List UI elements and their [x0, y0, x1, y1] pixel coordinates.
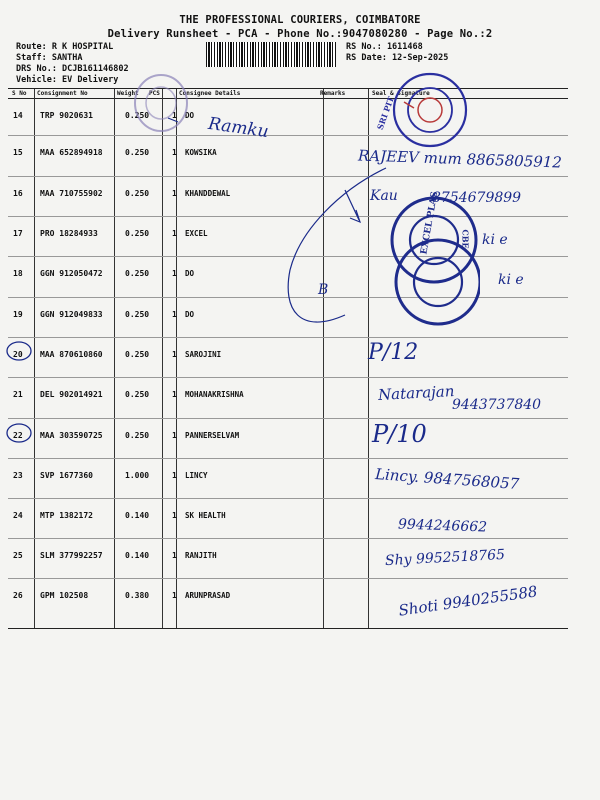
col-header-consignee: Consignee Details — [179, 90, 241, 97]
row-consignee: RANJITH — [185, 551, 217, 560]
row-sno: 14 — [13, 111, 23, 120]
row-pcs: 1 — [172, 269, 177, 278]
row-weight: 0.250 — [125, 310, 150, 319]
row-sno: 23 — [13, 471, 23, 480]
signature-rajeev: RAJEEV mum 8865805912 — [357, 146, 563, 172]
row-pcs: 1 — [172, 431, 177, 440]
col-header-sno: S No — [12, 90, 27, 97]
row-sno: 19 — [13, 310, 23, 319]
row-sno: 22 — [13, 431, 23, 440]
row-sno: 16 — [13, 189, 23, 198]
row-consignee: KOWSIKA — [185, 148, 217, 157]
col-header-consignment: Consignment No — [37, 90, 88, 97]
row-consignee: ARUNPRASAD — [185, 591, 231, 600]
row-weight: 0.250 — [125, 390, 150, 399]
row-consignee: SK HEALTH — [185, 511, 226, 520]
row-consignment: SVP 1677360 — [40, 471, 93, 480]
row-sno: 15 — [13, 148, 23, 157]
initials-r17: ki e — [482, 232, 508, 248]
row-pcs: 1 — [172, 111, 177, 120]
row-sno: 25 — [13, 551, 23, 560]
row-sno: 18 — [13, 269, 23, 278]
row-weight: 0.380 — [125, 591, 150, 600]
row-consignee: DO — [185, 269, 195, 278]
row-sno: 17 — [13, 229, 23, 238]
col-header-remarks: Remarks — [320, 90, 346, 97]
signature-p12: P/12 — [368, 340, 419, 365]
row-pcs: 1 — [172, 189, 177, 198]
row-consignee: DO — [185, 111, 195, 120]
row-consignment: MAA 303590725 — [40, 431, 103, 440]
signature-kau: Kau — [370, 188, 398, 204]
staff-label: Staff: SANTHA — [16, 53, 83, 63]
rs-number: RS No.: 1611468 — [346, 42, 423, 52]
row-consignment: SLM 377992257 — [40, 551, 103, 560]
row-consignee: SAROJINI — [185, 350, 222, 359]
row-consignee: LINCY — [185, 471, 208, 480]
row-consignment: GGN 912049833 — [40, 310, 103, 319]
signature-shoti: Shoti 9940255588 — [397, 582, 539, 620]
row-consignment: MTP 1382172 — [40, 511, 93, 520]
row-consignee: PANNERSELVAM — [185, 431, 240, 440]
row-pcs: 1 — [172, 148, 177, 157]
row-weight: 0.250 — [125, 431, 150, 440]
row-weight: 0.250 — [125, 148, 150, 157]
row-pcs: 1 — [172, 471, 177, 480]
row-sno: 26 — [13, 591, 23, 600]
excel-seal-text: EXCEL PLAS — [419, 190, 441, 256]
row-consignment: MAA 710755902 — [40, 189, 103, 198]
phone-r16: 8754679899 — [432, 190, 522, 206]
vehicle-label: Vehicle: EV Delivery — [16, 75, 119, 85]
row-pcs: 1 — [172, 511, 177, 520]
row-consignee: EXCEL — [185, 229, 208, 238]
row-weight: 1.000 — [125, 471, 150, 480]
runsheet-subtitle: Delivery Runsheet - PCA - Phone No.:9047080280 - Page No.:2 — [107, 28, 493, 40]
excel-seal-city: CBE — [460, 229, 471, 249]
col-header-seal: Seal & Signature — [372, 90, 430, 97]
mark-b: B — [318, 282, 329, 298]
initials-r18: ki e — [498, 272, 524, 288]
signature-ramku: Ramku — [206, 113, 270, 143]
drs-label: DRS No.: DCJB161146802 — [16, 64, 129, 74]
company-title: THE PROFESSIONAL COURIERS, COIMBATORE — [179, 14, 421, 26]
signature-lincy: Lincy. 9847568057 — [374, 464, 520, 494]
signature-p10: P/10 — [372, 420, 427, 448]
row-consignment: MAA 652894918 — [40, 148, 103, 157]
row-consignment: PRO 18284933 — [40, 229, 98, 238]
row-pcs: 1 — [172, 229, 177, 238]
col-header-pcs: PCS — [149, 90, 160, 97]
phone-r21: 9443737840 — [452, 397, 542, 413]
rs-date: RS Date: 12-Sep-2025 — [346, 53, 449, 63]
row-weight: 0.250 — [125, 269, 150, 278]
row-sno: 20 — [13, 350, 23, 359]
row-consignee: KHANDDEWAL — [185, 189, 231, 198]
signature-shy: Shy 9952518765 — [384, 546, 506, 570]
signature-natarajan: Natarajan — [377, 382, 455, 404]
row-weight: 0.140 — [125, 551, 150, 560]
row-consignment: GPM 102508 — [40, 591, 89, 600]
row-pcs: 1 — [172, 591, 177, 600]
row-pcs: 1 — [172, 551, 177, 560]
col-header-weight: Weight — [117, 90, 139, 97]
row-consignee: DO — [185, 310, 195, 319]
row-pcs: 1 — [172, 310, 177, 319]
row-consignee: MOHANAKRISHNA — [185, 390, 244, 399]
phone-r24: 9944246662 — [397, 516, 488, 536]
route-label: Route: R K HOSPITAL — [16, 42, 114, 52]
row-pcs: 1 — [172, 390, 177, 399]
row-weight: 0.250 — [125, 189, 150, 198]
row-consignment: TRP 9020631 — [40, 111, 93, 120]
seal-text: SRI PIT — [374, 94, 396, 132]
row-pcs: 1 — [172, 350, 177, 359]
row-sno: 24 — [13, 511, 23, 520]
row-consignment: DEL 902014921 — [40, 390, 103, 399]
row-weight: 0.250 — [125, 111, 150, 120]
row-weight: 0.140 — [125, 511, 150, 520]
row-weight: 0.250 — [125, 229, 150, 238]
row-weight: 0.250 — [125, 350, 150, 359]
row-consignment: MAA 870610860 — [40, 350, 103, 359]
row-consignment: GGN 912050472 — [40, 269, 103, 278]
row-sno: 21 — [13, 390, 23, 399]
